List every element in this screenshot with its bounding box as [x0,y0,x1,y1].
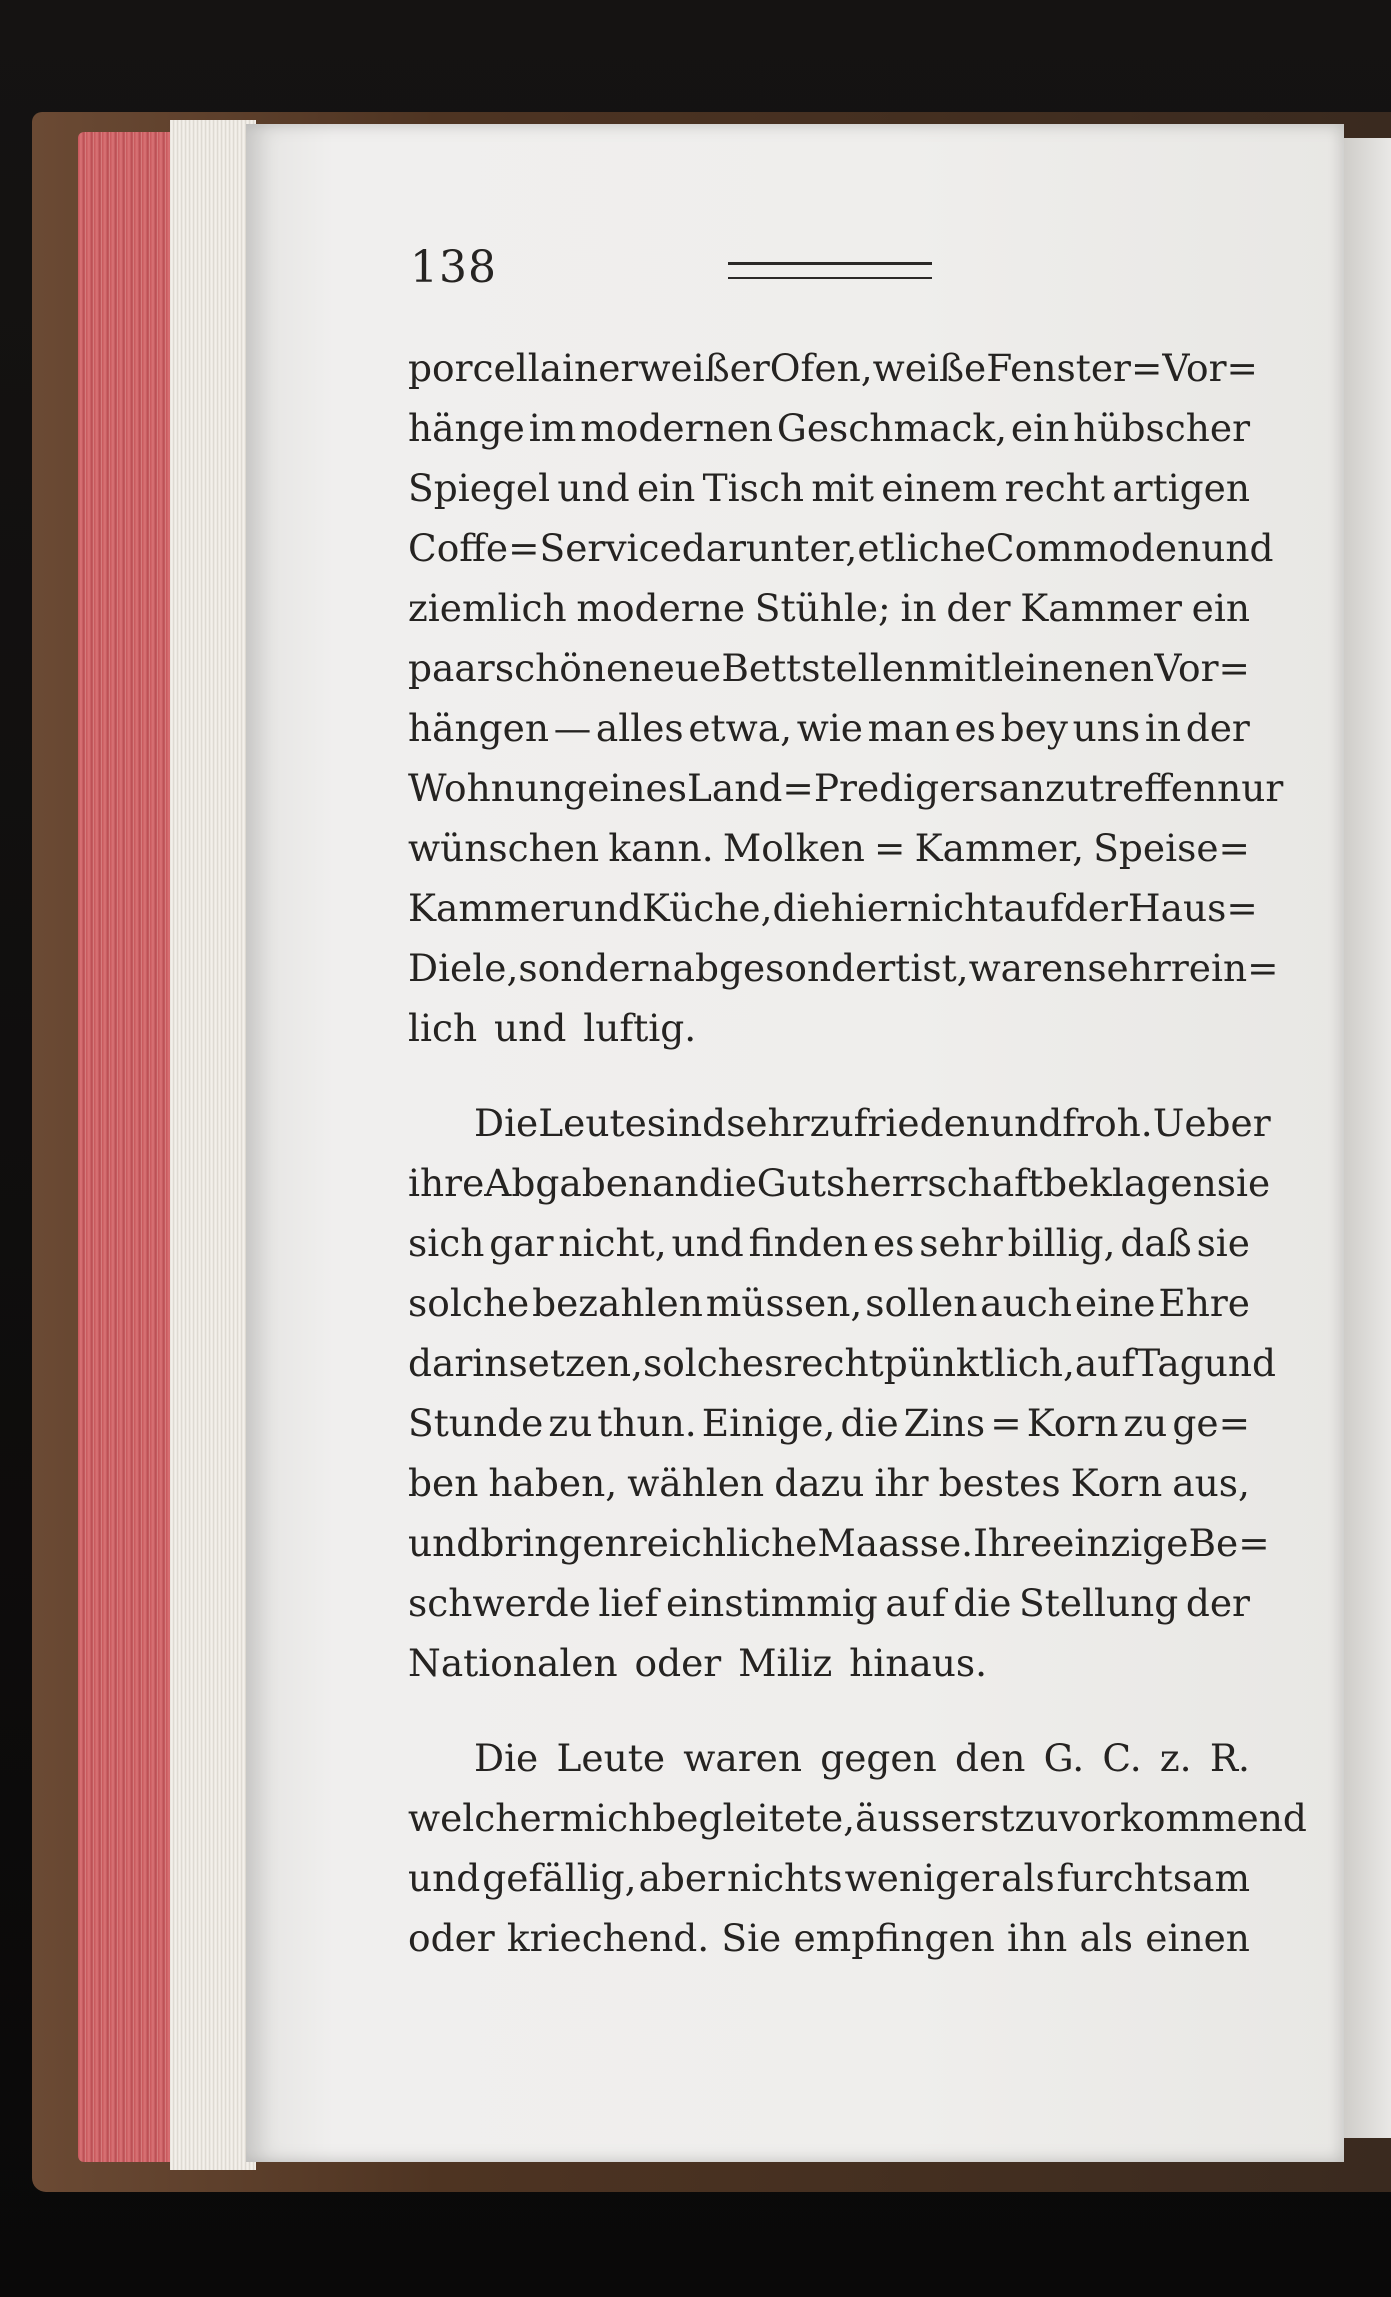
text-line: ziemlich moderne Stühle; in der Kammer ein [408,586,1250,630]
paragraph [408,1093,1277,1693]
text-line: und gefällig, aber nichts weniger als furchtsam [408,1856,1250,1900]
text-line: Nationalen oder Miliz hinaus. [408,1641,988,1685]
text-line: ihre Abgaben an die Gutsherrschaft beklagen sie [408,1161,1271,1205]
text-line: schwerde lief einstimmig auf die Stellung der [408,1581,1250,1625]
body-text [408,338,1307,1978]
text-line: und bringen reichliche Maasse. Ihre einzige Be= [408,1521,1270,1565]
text-line: porcellainer weißer Ofen, weiße Fenster = Vor= [408,346,1258,390]
text-line: darin setzen, solches recht pünktlich, auf Tag und [408,1341,1277,1385]
text-line: ben haben, wählen dazu ihr bestes Korn aus, [408,1461,1250,1505]
text-line: welcher mich begleitete, äusserst zuvorkommend [408,1796,1307,1840]
text-line: solche bezahlen müssen, sollen auch eine Ehre [408,1281,1250,1325]
paragraph-gap [408,1058,1250,1093]
paragraph [408,338,1284,1058]
text-line: Stunde zu thun. Einige, die Zins = Korn zu ge= [408,1401,1250,1445]
page-header [410,242,1240,302]
page-number: 138 [410,242,497,293]
text-line: oder kriechend. Sie empfingen ihn als einen [408,1916,1250,1960]
text-line: hänge im modernen Geschmack, ein hübscher [408,406,1250,450]
text-line: wünschen kann. Molken = Kammer, Speise= [408,826,1250,870]
text-line: Kammer und Küche, die hier nicht auf der Haus= [408,886,1258,930]
page-stack [170,120,256,2170]
text-line: Diele, sondern abgesondert ist, waren sehr rein= [408,946,1279,990]
text-line: Coffe = Service darunter, etliche Commoden und [408,526,1274,570]
text-line: Die Leute waren gegen den G. C. z. R. [474,1736,1250,1780]
facing-page-edge [1344,138,1391,2138]
text-line: lich und luftig. [408,1006,697,1050]
text-line: hängen — alles etwa, wie man es bey uns in der [408,706,1250,750]
text-line: paar schöne neue Bettstellen mit leinenen Vor= [408,646,1250,690]
text-line: Wohnung eines Land = Predigers anzutreffen nur [408,766,1284,810]
text-line: Die Leute sind sehr zufrieden und froh. Ueber [474,1101,1271,1145]
header-rule [728,262,932,279]
paragraph [408,1728,1307,1968]
paragraph-gap [408,1693,1250,1728]
text-line: sich gar nicht, und finden es sehr billig, daß sie [408,1221,1250,1265]
text-line: Spiegel und ein Tisch mit einem recht artigen [408,466,1250,510]
